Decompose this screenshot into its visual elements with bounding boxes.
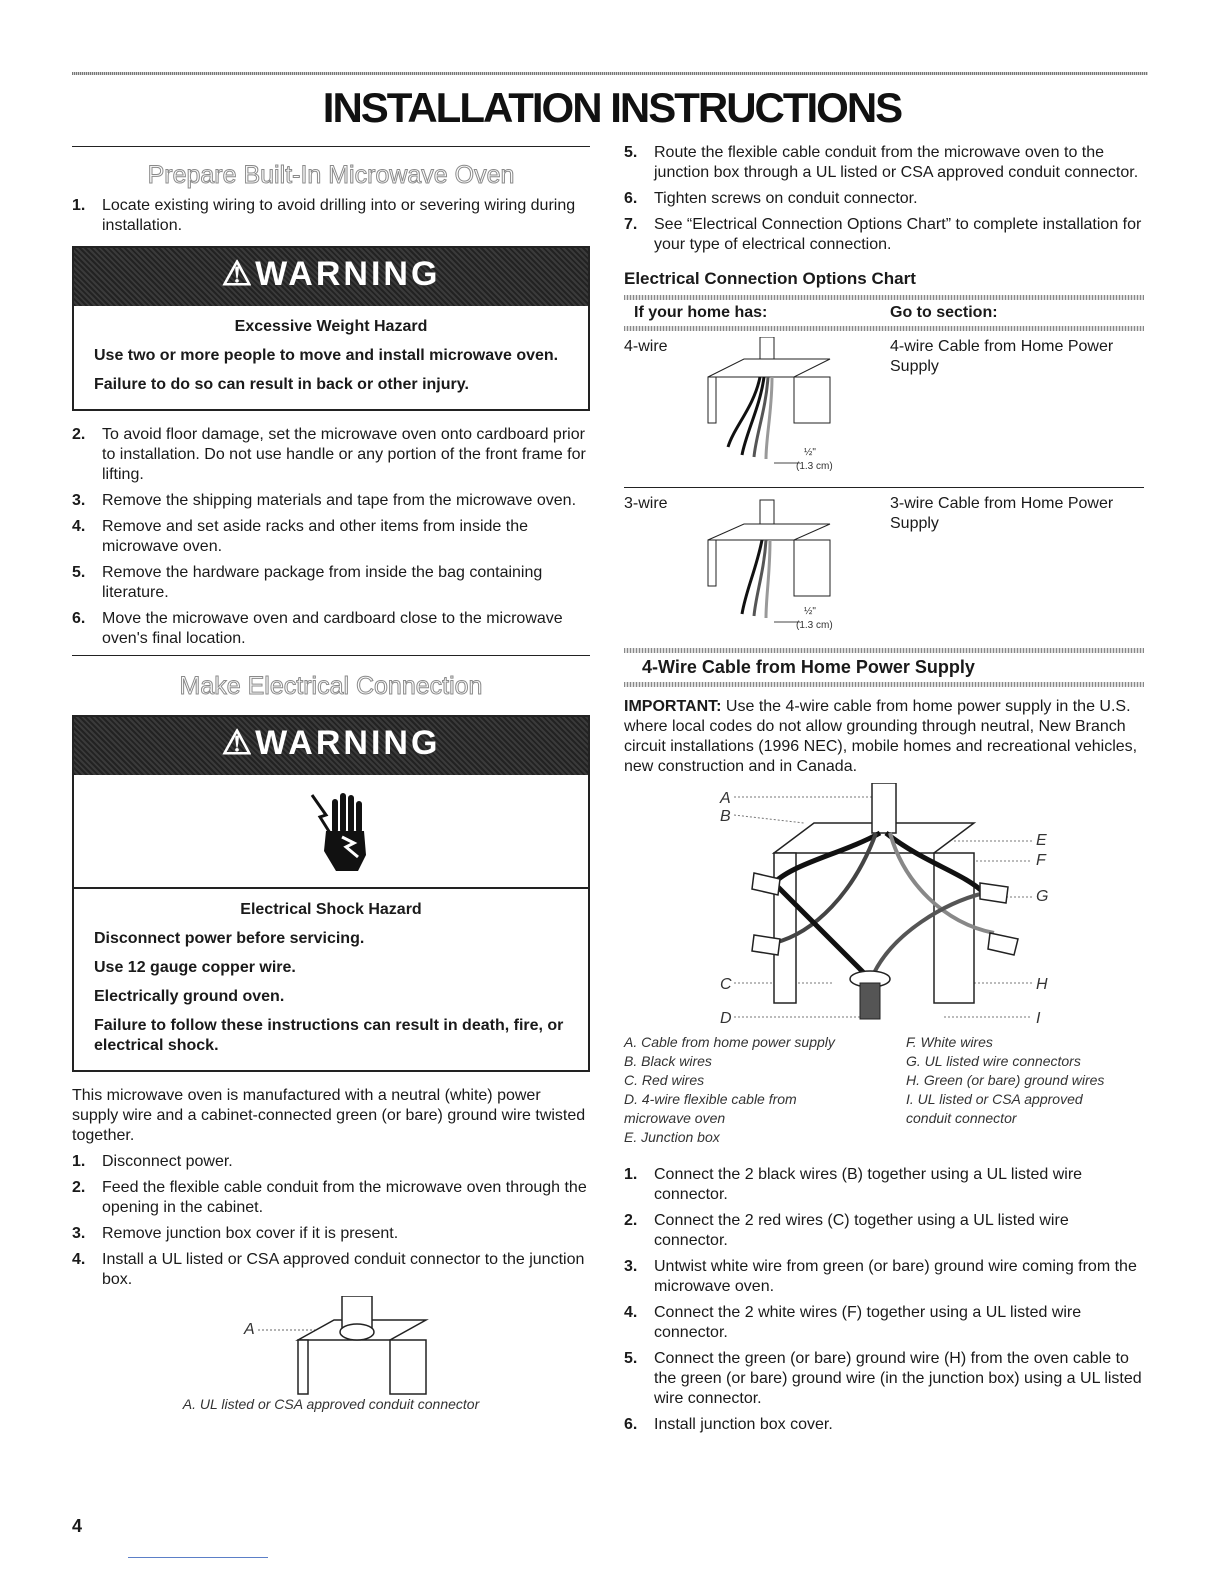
list-item xyxy=(72,1152,590,1172)
step-number: 4. xyxy=(72,1251,86,1268)
step-text: Connect the 2 black wires (B) together using a UL listed wire connector. xyxy=(654,1166,1083,1203)
section-title-electrical: Make Electrical Connection xyxy=(179,672,483,700)
dimension-cm: (1.3 cm) xyxy=(796,620,833,631)
figure-label: A xyxy=(244,1321,255,1338)
table-row xyxy=(624,337,1144,488)
table-cell: 3-wire xyxy=(624,495,668,512)
legend-column xyxy=(624,1033,906,1147)
list-item xyxy=(72,517,590,557)
step-text: Disconnect power. xyxy=(102,1153,233,1170)
warning-line: Use 12 gauge copper wire. xyxy=(94,959,296,976)
step-number: 6. xyxy=(72,610,86,627)
top-rule xyxy=(72,72,1148,75)
chart-title: Electrical Connection Options Chart xyxy=(624,269,916,288)
list-item xyxy=(624,1257,1144,1297)
diagram-legend xyxy=(624,1033,1144,1147)
subsection-title: 4-Wire Cable from Home Power Supply xyxy=(642,657,975,677)
warning-line: Electrically ground oven. xyxy=(94,988,285,1005)
important-label: IMPORTANT: xyxy=(624,698,722,715)
weight-warning-box xyxy=(72,246,590,411)
step-number: 5. xyxy=(624,1350,638,1367)
step-text: Tighten screws on conduit connector. xyxy=(654,190,918,207)
step-text: Connect the green (or bare) ground wire (H) from the oven cable to the green (or bare) ground wire (in the junction box) using a UL listed wire connector. xyxy=(654,1350,1142,1407)
table-cell: 4-wire Cable from Home Power Supply xyxy=(890,338,1114,375)
list-item xyxy=(72,196,590,236)
warning-line: Use two or more people to move and install microwave oven. xyxy=(94,347,559,364)
diagram-label: B xyxy=(720,808,731,825)
hatch-rule xyxy=(624,326,1144,331)
step-text: Remove the hardware package from inside the bag containing literature. xyxy=(102,564,543,601)
step-text: Connect the 2 white wires (F) together using a UL listed wire connector. xyxy=(654,1304,1082,1341)
diagram-label: C xyxy=(720,976,732,993)
step-number: 4. xyxy=(624,1304,638,1321)
warning-line: Failure to do so can result in back or other injury. xyxy=(94,376,469,393)
warning-triangle-icon: ⚠ xyxy=(221,724,256,762)
legend-entry: C. Red wires xyxy=(624,1072,705,1088)
step-text: Route the flexible cable conduit from the microwave oven to the junction box through a UL listed or CSA approved conduit connector. xyxy=(654,144,1139,181)
column-header: Go to section: xyxy=(890,304,998,321)
legend-entry: G. UL listed wire connectors xyxy=(906,1053,1081,1069)
legend-entry: F. White wires xyxy=(906,1034,993,1050)
step-text: Remove the shipping materials and tape from the microwave oven. xyxy=(102,492,577,509)
step-number: 3. xyxy=(624,1258,638,1275)
four-wire-figure xyxy=(694,337,934,477)
dimension-inch: ½" xyxy=(804,447,816,458)
step-number: 2. xyxy=(72,1179,86,1196)
hazard-title: Excessive Weight Hazard xyxy=(234,318,428,335)
diagram-label: D xyxy=(720,1010,732,1027)
step-number: 3. xyxy=(72,1225,86,1242)
warning-line: Failure to follow these instructions can result in death, fire, or electrical shock. xyxy=(94,1017,564,1054)
important-paragraph xyxy=(624,697,1144,777)
table-cell: 4-wire xyxy=(624,338,668,355)
hatch-rule xyxy=(624,648,1144,653)
list-item xyxy=(72,1224,590,1244)
diagram-label: F xyxy=(1036,852,1046,869)
list-item xyxy=(624,143,1144,183)
step-text: Connect the 2 red wires (C) together using a UL listed wire connector. xyxy=(654,1212,1069,1249)
step-number: 1. xyxy=(72,197,86,214)
section-rule xyxy=(72,655,590,656)
list-item xyxy=(624,1303,1144,1343)
shock-warning-box xyxy=(72,715,590,1072)
figure-caption: A. UL listed or CSA approved conduit connector xyxy=(182,1396,480,1412)
table-cell: 3-wire Cable from Home Power Supply xyxy=(890,495,1114,532)
three-wire-figure xyxy=(694,494,934,634)
step-text: Install a UL listed or CSA approved conduit connector to the junction box. xyxy=(102,1251,585,1288)
list-item xyxy=(624,1349,1144,1409)
warning-body xyxy=(74,889,588,1070)
list-item xyxy=(624,1211,1144,1251)
dimension-inch: ½" xyxy=(804,606,816,617)
legend-entry: A. Cable from home power supply xyxy=(624,1034,835,1050)
warning-label: ⚠WARNING xyxy=(221,724,441,762)
bottom-rule xyxy=(128,1557,268,1558)
legend-entry: I. UL listed or CSA approved conduit connector xyxy=(906,1091,1083,1126)
hazard-title: Electrical Shock Hazard xyxy=(240,901,422,918)
list-item xyxy=(72,425,590,485)
step-number: 1. xyxy=(72,1153,86,1170)
list-item xyxy=(624,1415,1144,1435)
intro-paragraph: This microwave oven is manufactured with a neutral (white) power supply wire and a cabinet-connected green (or bare) ground wire twisted together. xyxy=(72,1087,586,1144)
warning-banner xyxy=(74,248,588,306)
step-text: Remove junction box cover if it is present. xyxy=(102,1225,399,1242)
list-item xyxy=(624,215,1144,255)
warning-label: ⚠WARNING xyxy=(221,255,441,293)
list-item xyxy=(624,189,1144,209)
left-column xyxy=(72,146,590,1412)
list-item xyxy=(624,1165,1144,1205)
step-number: 5. xyxy=(624,144,638,161)
step-number: 5. xyxy=(72,564,86,581)
section-rule xyxy=(72,146,590,147)
diagram-label: H xyxy=(1036,976,1048,993)
prepare-steps xyxy=(72,425,590,649)
diagram-label: G xyxy=(1036,888,1049,905)
legend-entry: D. 4-wire flexible cable from microwave oven xyxy=(624,1091,797,1126)
legend-column xyxy=(906,1033,1116,1147)
shock-icon-area xyxy=(74,775,588,889)
step-number: 6. xyxy=(624,1416,638,1433)
right-column xyxy=(624,143,1144,1441)
step-text: See “Electrical Connection Options Chart” to complete installation for your type of electrical connection. xyxy=(654,216,1142,253)
connection-steps xyxy=(624,1165,1144,1435)
legend-entry: H. Green (or bare) ground wires xyxy=(906,1072,1105,1088)
page-title: INSTALLATION INSTRUCTIONS xyxy=(322,84,902,131)
warning-triangle-icon: ⚠ xyxy=(221,255,256,293)
step-number: 4. xyxy=(72,518,86,535)
legend-entry: B. Black wires xyxy=(624,1053,712,1069)
chart-header xyxy=(624,300,1144,326)
warning-body xyxy=(74,306,588,409)
step-number: 7. xyxy=(624,216,638,233)
prepare-steps-first xyxy=(72,196,590,236)
conduit-connector-figure xyxy=(72,1296,590,1396)
warning-line: Disconnect power before servicing. xyxy=(94,930,365,947)
warning-banner xyxy=(74,717,588,775)
step-number: 2. xyxy=(72,426,86,443)
step-number: 6. xyxy=(624,190,638,207)
section-title-prepare: Prepare Built-In Microwave Oven xyxy=(147,161,515,189)
important-text: Use the 4-wire cable from home power supply in the U.S. where local codes do not allow grounding through neutral, New Branch circuit installations (1996 NEC), mobile homes and recreational vehicles, new construction and in Canada. xyxy=(624,698,1138,775)
page-number: 4 xyxy=(72,1516,83,1536)
junction-box-wiring-diagram xyxy=(624,783,1144,1033)
list-item xyxy=(72,563,590,603)
list-item xyxy=(72,1250,590,1290)
step-text: Move the microwave oven and cardboard close to the microwave oven's final location. xyxy=(102,610,563,647)
step-number: 2. xyxy=(624,1212,638,1229)
list-item xyxy=(72,609,590,649)
step-text: Remove and set aside racks and other items from inside the microwave oven. xyxy=(102,518,528,555)
step-number: 1. xyxy=(624,1166,638,1183)
list-item xyxy=(72,491,590,511)
step-text: Locate existing wiring to avoid drilling into or severing wiring during installation. xyxy=(102,197,576,234)
step-number: 3. xyxy=(72,492,86,509)
step-text: Feed the flexible cable conduit from the microwave oven through the opening in the cabinet. xyxy=(102,1179,587,1216)
dimension-cm: (1.3 cm) xyxy=(796,461,833,472)
electrical-shock-hand-icon xyxy=(74,775,588,885)
hatch-rule xyxy=(624,682,1144,687)
diagram-label: I xyxy=(1036,1010,1041,1027)
column-header: If your home has: xyxy=(634,304,768,321)
step-text: To avoid floor damage, set the microwave oven onto cardboard prior to installation. Do not use handle or any portion of the front frame for lifting. xyxy=(102,426,586,483)
legend-entry: E. Junction box xyxy=(624,1129,720,1145)
step-text: Untwist white wire from green (or bare) ground wire coming from the microwave oven. xyxy=(654,1258,1137,1295)
step-text: Install junction box cover. xyxy=(654,1416,833,1433)
table-row xyxy=(624,494,1144,644)
routing-steps xyxy=(624,143,1144,255)
list-item xyxy=(72,1178,590,1218)
diagram-label: E xyxy=(1036,832,1047,849)
diagram-label: A xyxy=(720,790,731,807)
electrical-steps xyxy=(72,1152,590,1290)
